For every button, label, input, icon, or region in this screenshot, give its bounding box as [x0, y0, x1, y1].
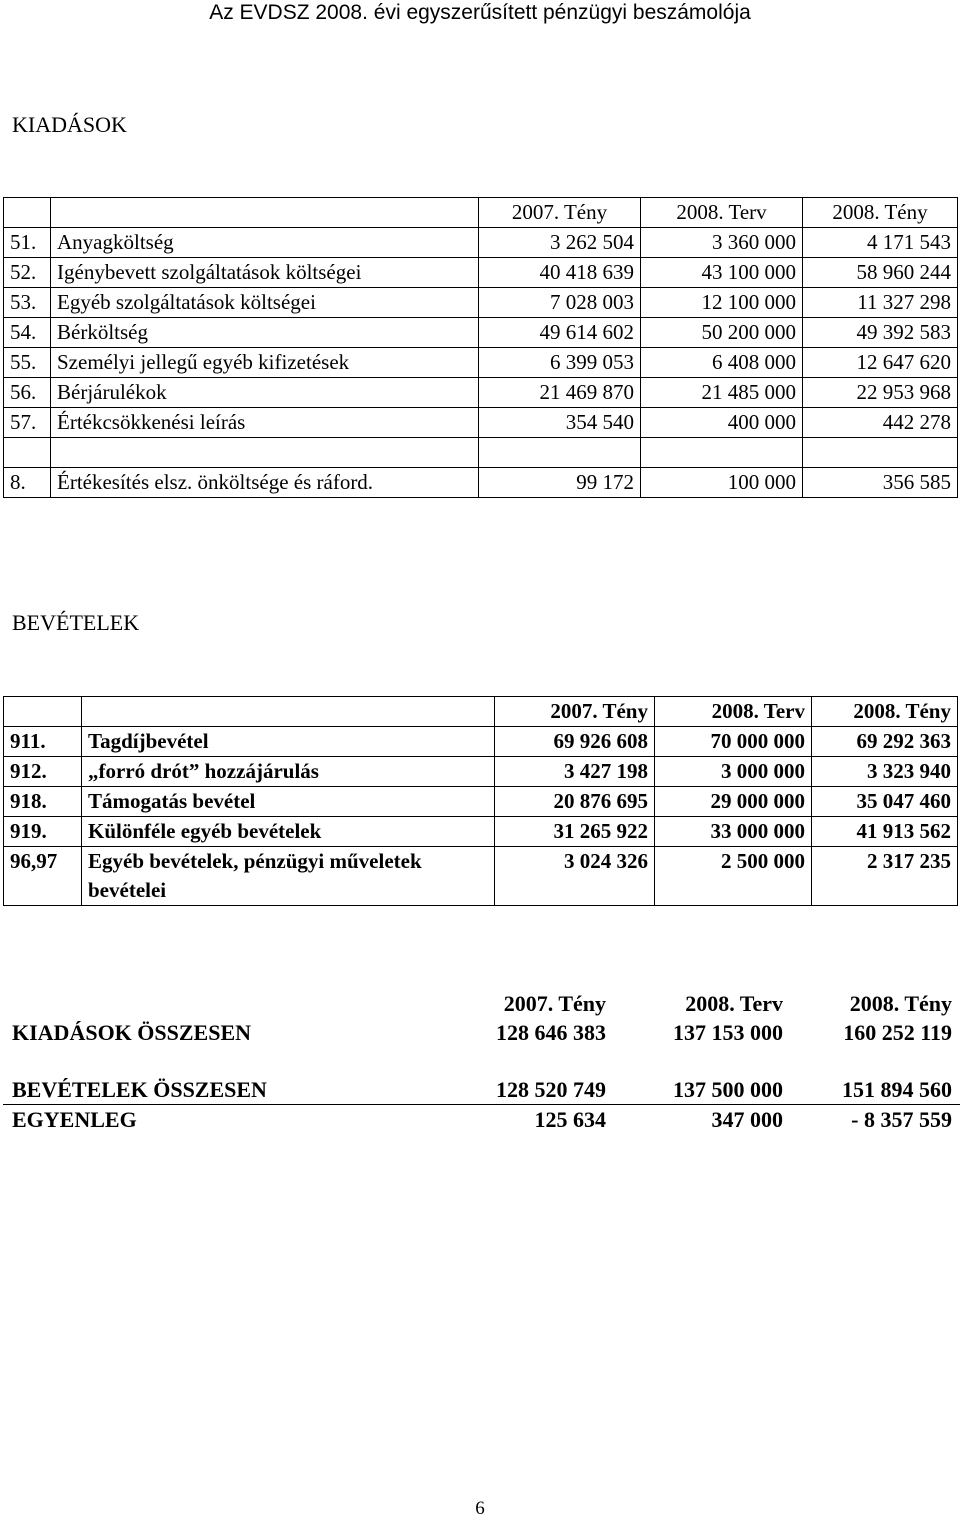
- row-value-2008-teny: 3 323 940: [812, 757, 958, 787]
- column-header-2007-teny: 2007. Tény: [495, 697, 655, 727]
- summary-value-2008-teny: 151 894 560: [842, 1077, 952, 1102]
- row-label: Egyéb szolgáltatások költségei: [51, 288, 479, 318]
- page-number: 6: [475, 1498, 485, 1519]
- summary-label: BEVÉTELEK ÖSSZESEN: [12, 1077, 267, 1102]
- summary-value-2007-teny: 128 520 749: [496, 1077, 606, 1102]
- table-row: [4, 468, 958, 498]
- empty-cell: [479, 438, 641, 468]
- header-cell-empty: [4, 198, 51, 228]
- header-cell-empty: [4, 697, 82, 727]
- summary-col-2008-terv: 2008. Terv: [685, 991, 783, 1016]
- row-label: Anyagköltség: [51, 228, 479, 258]
- row-value-2008-terv: 21 485 000: [641, 378, 803, 408]
- row-label: Támogatás bevétel: [82, 787, 495, 817]
- bevetelek-heading: BEVÉTELEK: [12, 610, 140, 635]
- summary-value-2007-teny: 125 634: [534, 1107, 606, 1132]
- row-value-2008-terv: 29 000 000: [655, 787, 812, 817]
- row-value-2007-teny: 3 024 326: [495, 847, 655, 906]
- row-value-2008-teny: 4 171 543: [803, 228, 958, 258]
- row-value-2008-teny: 41 913 562: [812, 817, 958, 847]
- row-value-2008-terv: 3 000 000: [655, 757, 812, 787]
- row-value-2008-terv: 70 000 000: [655, 727, 812, 757]
- row-value-2007-teny: 21 469 870: [479, 378, 641, 408]
- row-code: 56.: [4, 378, 51, 408]
- column-header-2008-terv: 2008. Terv: [655, 697, 812, 727]
- row-value-2008-terv: 3 360 000: [641, 228, 803, 258]
- row-value-2008-terv: 100 000: [641, 468, 803, 498]
- table-row: [4, 727, 958, 757]
- row-value-2008-teny: 35 047 460: [812, 787, 958, 817]
- table-row: [4, 847, 958, 906]
- row-value-2008-teny: 22 953 968: [803, 378, 958, 408]
- row-value-2007-teny: 31 265 922: [495, 817, 655, 847]
- row-code: 8.: [4, 468, 51, 498]
- row-value-2008-terv: 50 200 000: [641, 318, 803, 348]
- row-label: Különféle egyéb bevételek: [82, 817, 495, 847]
- column-header-2008-teny: 2008. Tény: [803, 198, 958, 228]
- kiadasok-table: [3, 197, 958, 498]
- empty-cell: [641, 438, 803, 468]
- table-row: [4, 408, 958, 438]
- summary-label: EGYENLEG: [12, 1107, 137, 1132]
- row-value-2008-terv: 6 408 000: [641, 348, 803, 378]
- row-value-2007-teny: 3 262 504: [479, 228, 641, 258]
- row-label: Személyi jellegű egyéb kifizetések: [51, 348, 479, 378]
- table-row: [4, 288, 958, 318]
- row-code: 912.: [4, 757, 82, 787]
- row-value-2007-teny: 40 418 639: [479, 258, 641, 288]
- row-code: 911.: [4, 727, 82, 757]
- row-value-2007-teny: 69 926 608: [495, 727, 655, 757]
- row-label: Egyéb bevételek, pénzügyi műveletek bevételei: [82, 847, 495, 906]
- header-cell-empty: [51, 198, 479, 228]
- row-label: Bérköltség: [51, 318, 479, 348]
- row-label: Értékesítés elsz. önköltsége és ráford.: [51, 468, 479, 498]
- summary-value-2008-terv: 347 000: [711, 1107, 783, 1132]
- row-value-2007-teny: 99 172: [479, 468, 641, 498]
- summary-value-2008-terv: 137 153 000: [673, 1020, 783, 1045]
- table-row: [4, 318, 958, 348]
- row-value-2007-teny: 354 540: [479, 408, 641, 438]
- row-value-2007-teny: 20 876 695: [495, 787, 655, 817]
- column-header-2007-teny: 2007. Tény: [479, 198, 641, 228]
- row-value-2008-teny: 442 278: [803, 408, 958, 438]
- row-value-2008-terv: 33 000 000: [655, 817, 812, 847]
- row-label: Igénybevett szolgáltatások költségei: [51, 258, 479, 288]
- row-code: 52.: [4, 258, 51, 288]
- row-label: Tagdíjbevétel: [82, 727, 495, 757]
- row-code: 57.: [4, 408, 51, 438]
- empty-row: [4, 438, 958, 468]
- empty-cell: [4, 438, 51, 468]
- summary-value-2008-terv: 137 500 000: [673, 1077, 783, 1102]
- row-value-2008-terv: 2 500 000: [655, 847, 812, 906]
- table-row: [4, 817, 958, 847]
- kiadasok-heading: KIADÁSOK: [12, 112, 127, 137]
- summary-value-2008-teny: - 8 357 559: [851, 1107, 952, 1132]
- row-code: 54.: [4, 318, 51, 348]
- row-code: 918.: [4, 787, 82, 817]
- row-value-2007-teny: 6 399 053: [479, 348, 641, 378]
- row-code: 55.: [4, 348, 51, 378]
- row-value-2008-teny: 356 585: [803, 468, 958, 498]
- summary-value-2007-teny: 128 646 383: [496, 1020, 606, 1045]
- table-row: [4, 258, 958, 288]
- table-row: [4, 757, 958, 787]
- empty-cell: [803, 438, 958, 468]
- row-value-2008-terv: 400 000: [641, 408, 803, 438]
- row-value-2008-teny: 11 327 298: [803, 288, 958, 318]
- summary-col-2007-teny: 2007. Tény: [503, 991, 606, 1016]
- header-cell-empty: [82, 697, 495, 727]
- table-header-row: [4, 198, 958, 228]
- row-value-2008-teny: 58 960 244: [803, 258, 958, 288]
- row-value-2008-terv: 12 100 000: [641, 288, 803, 318]
- row-value-2008-teny: 69 292 363: [812, 727, 958, 757]
- column-header-2008-terv: 2008. Terv: [641, 198, 803, 228]
- summary-label: KIADÁSOK ÖSSZESEN: [12, 1020, 252, 1045]
- table-row: [4, 378, 958, 408]
- row-code: 51.: [4, 228, 51, 258]
- summary-divider: [3, 1104, 960, 1105]
- summary-value-2008-teny: 160 252 119: [843, 1020, 952, 1045]
- row-value-2007-teny: 49 614 602: [479, 318, 641, 348]
- table-row: [4, 348, 958, 378]
- row-code: 53.: [4, 288, 51, 318]
- row-value-2007-teny: 7 028 003: [479, 288, 641, 318]
- row-value-2008-teny: 12 647 620: [803, 348, 958, 378]
- row-value-2007-teny: 3 427 198: [495, 757, 655, 787]
- table-row: [4, 787, 958, 817]
- empty-cell: [51, 438, 479, 468]
- bevetelek-table: [3, 696, 958, 906]
- document-title: Az EVDSZ 2008. évi egyszerűsített pénzügyi beszámolója: [209, 1, 751, 24]
- row-label: Értékcsökkenési leírás: [51, 408, 479, 438]
- column-header-2008-teny: 2008. Tény: [812, 697, 958, 727]
- table-row: [4, 228, 958, 258]
- row-label: „forró drót” hozzájárulás: [82, 757, 495, 787]
- row-label: Bérjárulékok: [51, 378, 479, 408]
- row-code: 919.: [4, 817, 82, 847]
- row-value-2008-terv: 43 100 000: [641, 258, 803, 288]
- row-value-2008-teny: 2 317 235: [812, 847, 958, 906]
- table-header-row: [4, 697, 958, 727]
- row-value-2008-teny: 49 392 583: [803, 318, 958, 348]
- row-code: 96,97: [4, 847, 82, 906]
- summary-col-2008-teny: 2008. Tény: [849, 991, 952, 1016]
